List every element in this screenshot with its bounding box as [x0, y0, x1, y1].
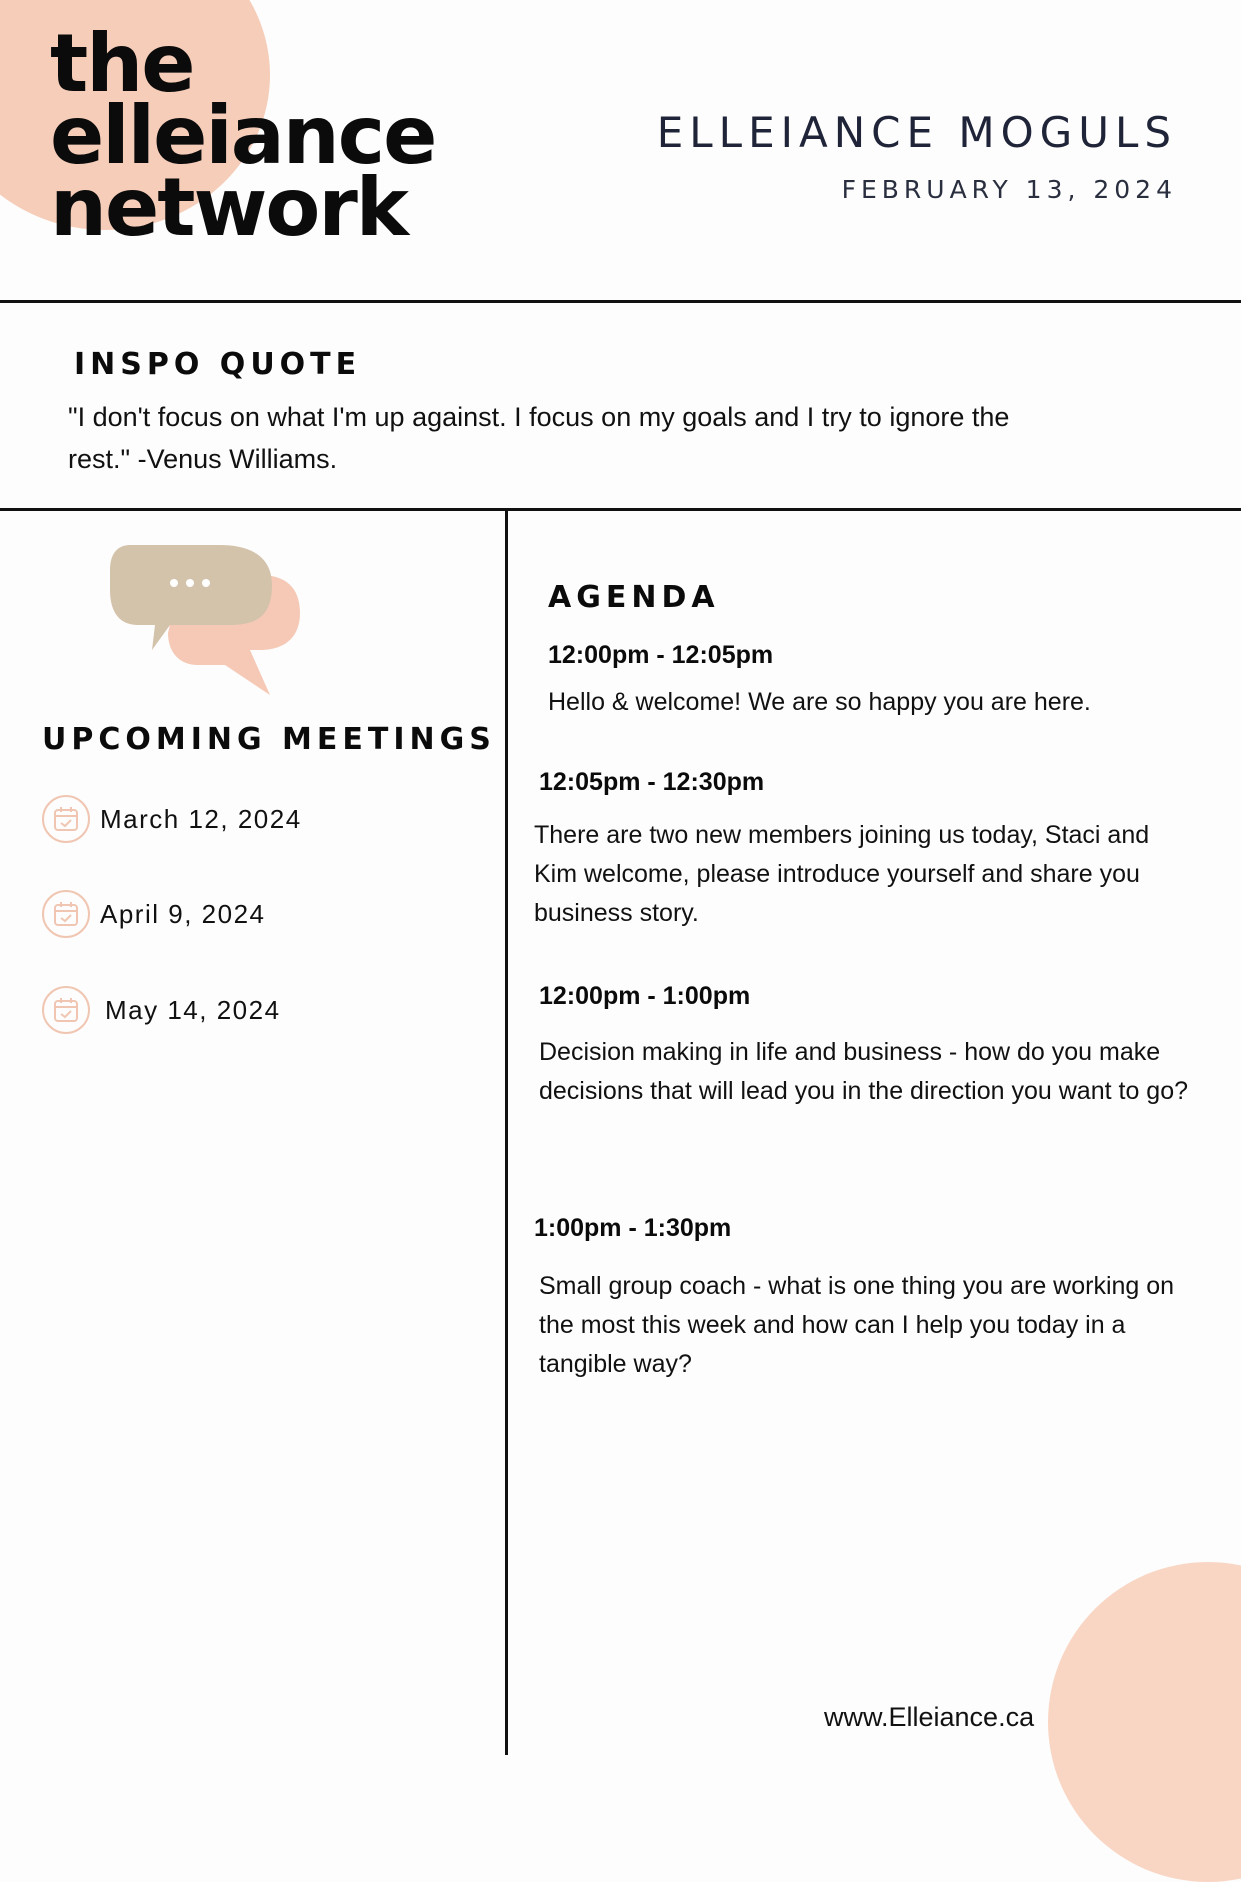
agenda-time: 12:00pm - 1:00pm — [539, 982, 751, 1010]
agenda-description: Hello & welcome! We are so happy you are here. — [548, 688, 1091, 716]
website-link[interactable]: www.Elleiance.ca — [824, 1702, 1035, 1732]
agenda-time: 1:00pm - 1:30pm — [534, 1214, 732, 1242]
meeting-item — [42, 986, 281, 1034]
logo-line-1: the — [50, 17, 194, 110]
divider-middle — [0, 508, 1241, 511]
meeting-item — [42, 890, 265, 938]
agenda-time: 12:00pm - 12:05pm — [548, 641, 774, 669]
logo — [50, 17, 436, 254]
agenda-description: Decision making in life and business - how do you make decisions that will lead you in the direction you want to go? — [539, 1038, 1188, 1105]
calendar-icon — [42, 890, 90, 938]
calendar-icon — [42, 986, 90, 1034]
chat-bubbles-icon — [110, 545, 335, 700]
org-name: ELLEIANCE MOGULS — [656, 108, 1177, 157]
meeting-date-label: May 14, 2024 — [105, 994, 281, 1025]
meeting-item — [42, 795, 302, 843]
decorative-circle-bottom — [1048, 1562, 1241, 1882]
column-divider — [505, 508, 508, 1755]
logo-line-2: elleiance — [50, 89, 436, 182]
meetings-title: UPCOMING MEETINGS — [42, 722, 496, 757]
divider-top — [0, 300, 1241, 303]
meeting-date: FEBRUARY 13, 2024 — [841, 175, 1177, 204]
meeting-date-label: April 9, 2024 — [100, 898, 266, 929]
agenda-description: Small group coach - what is one thing you are working on the most this week and how can I help you today in a tangible way? — [539, 1272, 1175, 1378]
meeting-date-label: March 12, 2024 — [100, 803, 302, 834]
quote-text: "I don't focus on what I'm up against. I focus on my goals and I try to ignore the rest." -Venus Williams. — [68, 402, 1010, 474]
agenda-title: AGENDA — [548, 580, 720, 615]
agenda-time: 12:05pm - 12:30pm — [539, 768, 765, 796]
agenda-description: There are two new members joining us today, Staci and Kim welcome, please introduce yourself and share you business story. — [534, 821, 1150, 927]
calendar-icon — [42, 795, 90, 843]
quote-title: INSPO QUOTE — [74, 347, 362, 382]
logo-line-3: network — [50, 161, 407, 254]
